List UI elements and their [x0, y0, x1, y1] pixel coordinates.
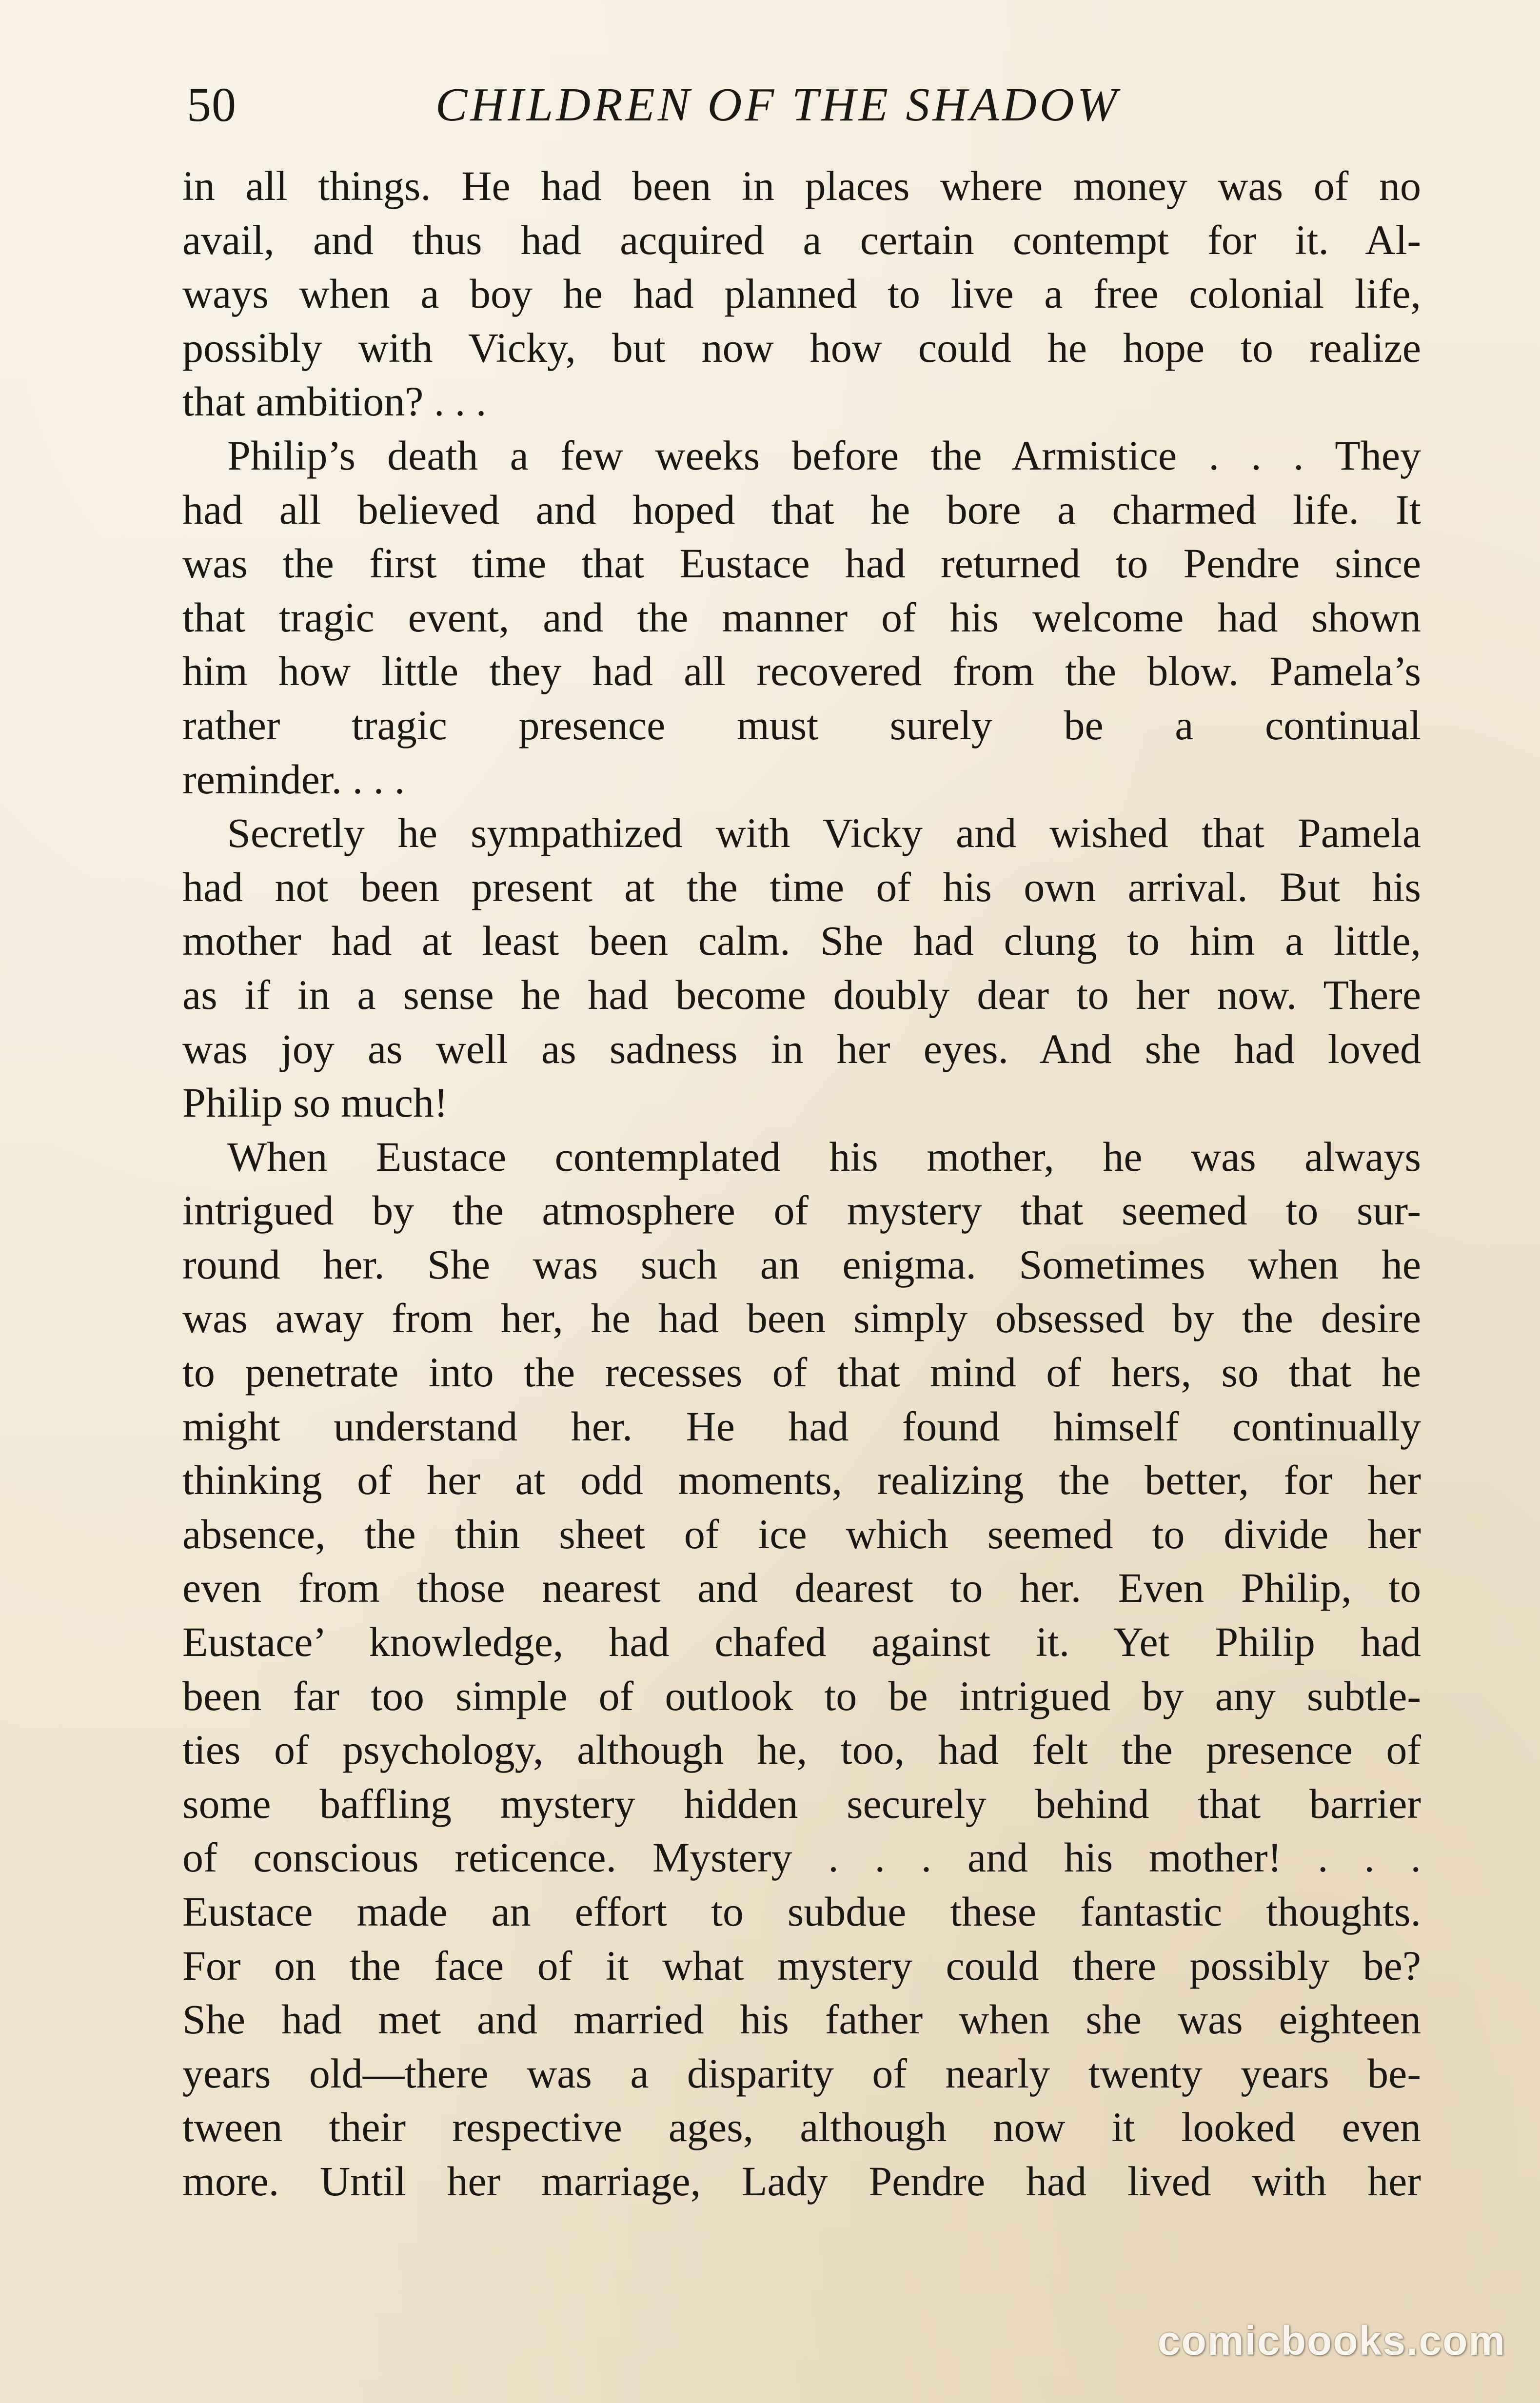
text-line: thinking of her at odd moments, realizing the better, for her: [182, 1457, 1421, 1504]
paragraph-first-line: When Eustace contemplated his mother, he was always: [227, 1133, 1421, 1180]
text-line: him how little they had all recovered from the blow. Pamela’s: [182, 648, 1421, 695]
text-line: For on the face of it what mystery could there possibly be?: [182, 1942, 1421, 1989]
paragraph-first-line: Philip’s death a few weeks before the Armistice . . . They: [227, 432, 1421, 479]
text-line: years old—there was a disparity of nearly twenty years be-: [182, 2049, 1421, 2097]
text-line: mother had at least been calm. She had clung to him a little,: [182, 917, 1421, 965]
page-number: 50: [187, 78, 237, 132]
text-line: ways when a boy he had planned to live a free colonial life,: [182, 270, 1421, 317]
text-line: more. Until her marriage, Lady Pendre had lived with her: [182, 2157, 1421, 2205]
text-line: been far too simple of outlook to be intrigued by any subtle-: [182, 1672, 1421, 1719]
running-head: [187, 73, 1423, 137]
text-line: that ambition? . . .: [182, 378, 487, 425]
text-line: in all things. He had been in places where money was of no: [182, 162, 1421, 209]
text-line: ties of psychology, although he, too, had felt the presence of: [182, 1726, 1421, 1773]
text-line: avail, and thus had acquired a certain contempt for it. Al-: [182, 216, 1421, 263]
text-line: possibly with Vicky, but now how could he hope to realize: [182, 324, 1421, 371]
text-line: that tragic event, and the manner of his welcome had shown: [182, 593, 1421, 641]
body-text: [182, 159, 1421, 2208]
text-line: Philip so much!: [182, 1079, 448, 1126]
text-line: of conscious reticence. Mystery . . . and his mother! . . .: [182, 1834, 1421, 1881]
text-line: intrigued by the atmosphere of mystery that seemed to sur-: [182, 1187, 1421, 1234]
text-line: tween their respective ages, although now it looked even: [182, 2104, 1421, 2151]
paragraph-first-line: Secretly he sympathized with Vicky and wished that Pamela: [227, 809, 1421, 857]
text-line: had not been present at the time of his own arrival. But his: [182, 863, 1421, 910]
text-line: rather tragic presence must surely be a continual: [182, 701, 1421, 748]
text-line: Eustace’ knowledge, had chafed against it. Yet Philip had: [182, 1618, 1421, 1666]
text-line: might understand her. He had found himself continually: [182, 1402, 1421, 1450]
text-line: had all believed and hoped that he bore a charmed life. It: [182, 486, 1421, 533]
text-line: even from those nearest and dearest to her. Even Philip, to: [182, 1564, 1421, 1612]
text-line: some baffling mystery hidden securely behind that barrier: [182, 1780, 1421, 1827]
text-line: as if in a sense he had become doubly dear to her now. There: [182, 971, 1421, 1018]
text-line: was away from her, he had been simply obsessed by the desire: [182, 1295, 1421, 1342]
running-title: CHILDREN OF THE SHADOW: [435, 79, 1120, 131]
text-line: She had met and married his father when she was eighteen: [182, 1996, 1421, 2043]
text-line: to penetrate into the recesses of that mind of hers, so that he: [182, 1349, 1421, 1396]
text-line: was the first time that Eustace had returned to Pendre since: [182, 540, 1421, 587]
text-line: reminder. . . .: [182, 755, 405, 803]
text-line: Eustace made an effort to subdue these fantastic thoughts.: [182, 1888, 1421, 1935]
text-line: was joy as well as sadness in her eyes. And she had loved: [182, 1025, 1421, 1072]
text-line: absence, the thin sheet of ice which seemed to divide her: [182, 1510, 1421, 1557]
watermark: comicbooks.com: [1157, 2318, 1506, 2364]
text-line: round her. She was such an enigma. Sometimes when he: [182, 1241, 1421, 1288]
